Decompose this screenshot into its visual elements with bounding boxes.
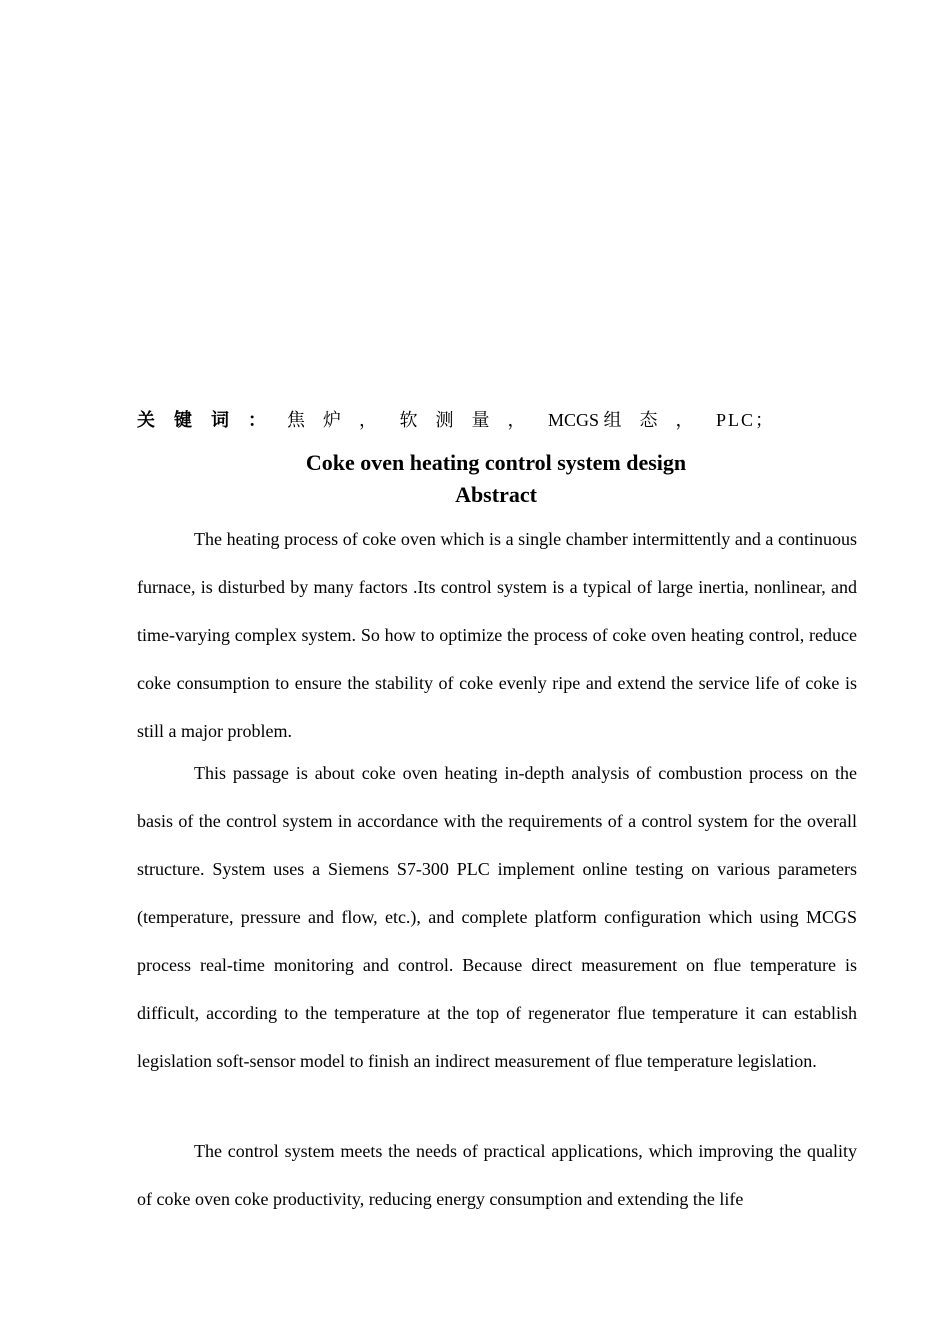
keyword-mcgs: MCGS (548, 410, 600, 430)
keywords-label: 关键词： (137, 410, 285, 430)
keywords-line (137, 407, 837, 433)
keyword-configuration: 组态， (603, 410, 712, 430)
keyword-soft-sensor: 软测量， (399, 410, 544, 430)
keyword-coke-oven: 焦炉， (287, 410, 395, 430)
keywords-items (287, 407, 775, 433)
abstract-paragraph-2: This passage is about coke oven heating in-depth analysis of combustion process on the basis of the control system in accordance with the requirements of a control system for the overall structure. System uses a Siemens S7-300 PLC implement online testing on various parameters (temperature, pressure and flow, etc.), and complete platform configuration which using MCGS process real-time monitoring and control. Because direct measurement on flue temperature is difficult, according to the temperature at the top of regenerator flue temperature it can establish legislation soft-sensor model to finish an indirect measurement of flue temperature legislation. (137, 763, 857, 1071)
abstract-heading: Abstract (455, 482, 537, 507)
abstract-paragraph-3: The control system meets the needs of practical applications, which improving the quality of coke oven coke productivity, reducing energy consumption and extending the life (137, 1141, 857, 1209)
abstract-paragraph-1: The heating process of coke oven which is a single chamber intermittently and a continuous furnace, is disturbed by many factors .Its control system is a typical of large inertia, nonlinear, and time-varying complex system. So how to optimize the process of coke oven heating control, reduce coke consumption to ensure the stability of coke evenly ripe and extend the service life of coke is still a major problem. (137, 529, 857, 741)
keyword-plc: PLC； (716, 410, 776, 430)
document-title: Coke oven heating control system design (305, 450, 687, 475)
